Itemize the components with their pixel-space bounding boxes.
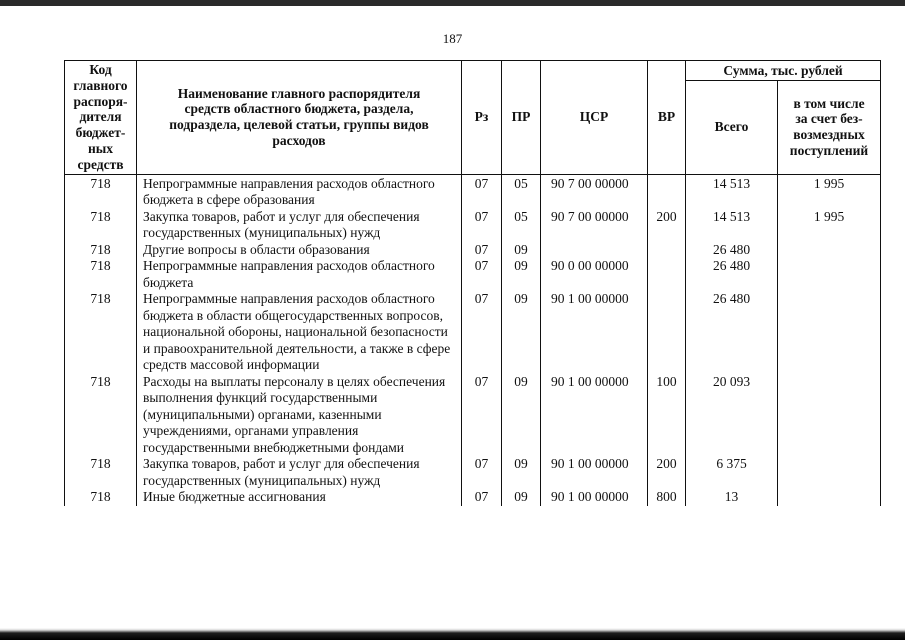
- cell-total: 26 480: [686, 242, 778, 259]
- cell-pr: 09: [502, 456, 541, 489]
- cell-code: 718: [65, 291, 137, 374]
- cell-name: Непрограммные направления расходов областного бюджета: [137, 258, 462, 291]
- code-line: дителя: [79, 109, 122, 125]
- cell-vr: 200: [648, 209, 686, 242]
- cell-vr: 800: [648, 489, 686, 506]
- cell-name: Иные бюджетные ассигнования: [137, 489, 462, 506]
- header-vr: ВР: [648, 61, 686, 175]
- page-number: 187: [442, 31, 463, 46]
- cell-pr: 09: [502, 242, 541, 259]
- header-name: [137, 61, 462, 175]
- cell-code: 718: [65, 489, 137, 506]
- cell-csr: 90 7 00 00000: [541, 174, 648, 209]
- header-rz: Рз: [462, 61, 502, 175]
- cell-csr: 90 0 00 00000: [541, 258, 648, 291]
- code-line: бюджет-: [75, 125, 126, 141]
- table-header: [65, 61, 881, 175]
- scan-edge-bottom: [0, 628, 905, 640]
- cell-csr: 90 1 00 00000: [541, 456, 648, 489]
- cell-csr: 90 7 00 00000: [541, 209, 648, 242]
- table-row: [65, 489, 881, 506]
- cell-pr: 09: [502, 489, 541, 506]
- cell-rz: 07: [462, 489, 502, 506]
- header-sum: Сумма, тыс. рублей: [686, 61, 881, 81]
- header-csr: ЦСР: [541, 61, 648, 175]
- cell-vr: [648, 242, 686, 259]
- cell-pr: 09: [502, 374, 541, 457]
- cell-vr: [648, 174, 686, 209]
- cell-total: 14 513: [686, 209, 778, 242]
- table-row: [65, 209, 881, 242]
- cell-free: [778, 291, 881, 374]
- cell-free: [778, 258, 881, 291]
- cell-total: 26 480: [686, 258, 778, 291]
- cell-code: 718: [65, 174, 137, 209]
- table-body: [65, 174, 881, 506]
- cell-total: 20 093: [686, 374, 778, 457]
- header-pr: ПР: [502, 61, 541, 175]
- code-line: распоря-: [73, 93, 128, 109]
- cell-csr: [541, 242, 648, 259]
- cell-code: 718: [65, 258, 137, 291]
- cell-name: Закупка товаров, работ и услуг для обеспечения государственных (муниципальных) нужд: [137, 209, 462, 242]
- cell-rz: 07: [462, 456, 502, 489]
- cell-total: 6 375: [686, 456, 778, 489]
- cell-free: [778, 456, 881, 489]
- cell-csr: 90 1 00 00000: [541, 489, 648, 506]
- cell-total: 14 513: [686, 174, 778, 209]
- header-free: [778, 81, 881, 175]
- table-row: [65, 174, 881, 209]
- cell-rz: 07: [462, 258, 502, 291]
- cell-pr: 05: [502, 174, 541, 209]
- cell-code: 718: [65, 242, 137, 259]
- free-line: за счет без-: [795, 111, 863, 127]
- cell-free: 1 995: [778, 209, 881, 242]
- cell-code: 718: [65, 209, 137, 242]
- cell-free: [778, 242, 881, 259]
- cell-total: 26 480: [686, 291, 778, 374]
- table-row: [65, 242, 881, 259]
- cell-pr: 09: [502, 258, 541, 291]
- cell-csr: 90 1 00 00000: [541, 291, 648, 374]
- cell-rz: 07: [462, 374, 502, 457]
- cell-free: [778, 374, 881, 457]
- name-line: расходов: [272, 133, 326, 149]
- name-line: подраздела, целевой статьи, группы видов: [169, 117, 429, 133]
- budget-table: [64, 60, 881, 506]
- header-code: [65, 61, 137, 175]
- cell-vr: [648, 291, 686, 374]
- cell-name: Расходы на выплаты персоналу в целях обеспечения выполнения функций государственными (муниципальными) органами, казенными учреждениями, органами управления государственными внебюджетными фондами: [137, 374, 462, 457]
- cell-total: 13: [686, 489, 778, 506]
- name-line: Наименование главного распорядителя: [177, 85, 421, 101]
- free-line: поступлений: [789, 143, 869, 159]
- code-line: ных: [87, 140, 114, 156]
- cell-rz: 07: [462, 291, 502, 374]
- header-total: Всего: [686, 81, 778, 175]
- table-row: [65, 258, 881, 291]
- code-line: главного: [73, 77, 128, 93]
- table-row: [65, 456, 881, 489]
- cell-vr: 200: [648, 456, 686, 489]
- cell-csr: 90 1 00 00000: [541, 374, 648, 457]
- name-line: средств областного бюджета, раздела,: [184, 101, 414, 117]
- cell-name: Непрограммные направления расходов областного бюджета в сфере образования: [137, 174, 462, 209]
- cell-name: Закупка товаров, работ и услуг для обеспечения государственных (муниципальных) нужд: [137, 456, 462, 489]
- cell-name: Непрограммные направления расходов областного бюджета в области общегосударственных вопросов, национальной обороны, национальной безопасности и правоохранительной деятельности, а также в сфере средств массовой информации: [137, 291, 462, 374]
- table-row: [65, 374, 881, 457]
- table-row: [65, 291, 881, 374]
- cell-vr: [648, 258, 686, 291]
- cell-rz: 07: [462, 174, 502, 209]
- free-line: в том числе: [793, 95, 865, 111]
- cell-code: 718: [65, 374, 137, 457]
- free-line: возмездных: [793, 127, 865, 143]
- cell-pr: 09: [502, 291, 541, 374]
- code-line: Код: [89, 62, 112, 77]
- cell-vr: 100: [648, 374, 686, 457]
- cell-name: Другие вопросы в области образования: [137, 242, 462, 259]
- cell-code: 718: [65, 456, 137, 489]
- scan-edge-top: [0, 0, 905, 6]
- cell-pr: 05: [502, 209, 541, 242]
- code-line: средств: [77, 156, 124, 172]
- cell-free: [778, 489, 881, 506]
- cell-rz: 07: [462, 209, 502, 242]
- cell-free: 1 995: [778, 174, 881, 209]
- cell-rz: 07: [462, 242, 502, 259]
